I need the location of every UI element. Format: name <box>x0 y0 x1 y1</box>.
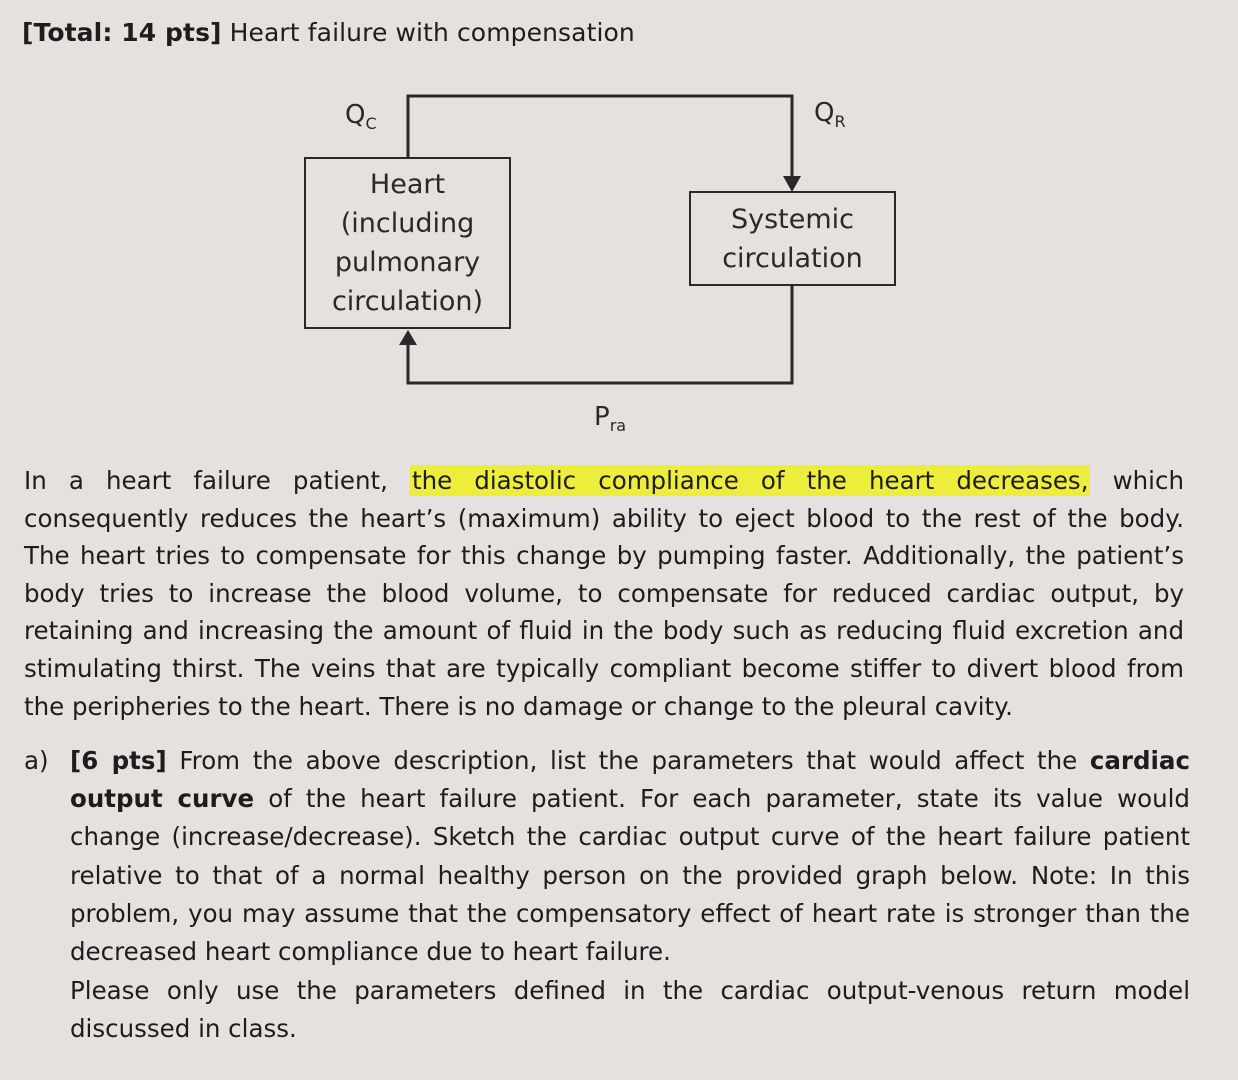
paragraph-intro: In a heart failure patient, <box>24 466 410 495</box>
systemic-box-line: Systemic <box>730 203 855 235</box>
question-body <box>70 742 1190 971</box>
question-note: Please only use the parameters defined in the cardiac output-venous return model discussed in class. <box>70 976 1190 1044</box>
heart-box-line: (including <box>340 208 475 239</box>
systemic-box-line: circulation <box>722 242 863 274</box>
title-text: Heart failure with compensation <box>229 18 635 47</box>
qc-label: $Q_C$ <box>345 100 377 133</box>
question-a <box>24 742 1190 1049</box>
heart-box-line: Heart <box>369 169 446 200</box>
heart-box <box>304 157 511 329</box>
question-points: [6 pts] <box>70 746 167 775</box>
systemic-circulation-box <box>689 191 896 286</box>
description-paragraph <box>24 462 1184 725</box>
paragraph-rest: which consequently reduces the heart’s (maximum) ability to eject blood to the rest of the body. The heart tries to compensate for this change by pumping faster. Additionally, the patient’s body tries to increase the blood volume, to compensate for reduced cardiac output, by retaining and increasing the amount of fluid in the body such as reducing fluid excretion and stimulating thirst. The veins that are typically compliant become stiffer to divert blood from the peripheries to the heart. There is no damage or change to the pleural cavity. <box>24 466 1184 721</box>
pra-label: $P_{ra}$ <box>594 402 627 435</box>
total-points: [Total: 14 pts] <box>22 18 222 47</box>
question-marker: a) <box>24 746 49 775</box>
circulation-diagram <box>0 0 1238 460</box>
question-text-2: of the heart failure patient. For each parameter, state its value would change (increase/decrease). Sketch the cardiac output curve of the heart failure patient relative to that of a normal healthy person on the provided graph below. Note: In this problem, you may assume that the compensatory effect of heart rate is stronger than the decreased heart compliance due to heart failure. <box>70 784 1190 967</box>
highlighted-phrase: the diastolic compliance of the heart decreases, <box>411 466 1089 495</box>
question-text-1: From the above description, list the parameters that would affect the <box>166 746 1090 775</box>
arrow-down-icon <box>783 176 801 192</box>
heart-box-line: circulation) <box>331 286 484 317</box>
arrow-up-icon <box>399 330 417 345</box>
heart-box-line: pulmonary <box>334 247 481 278</box>
qr-label: $Q_R$ <box>814 98 846 131</box>
question-bold-term: cardiac output curve <box>70 746 1190 814</box>
